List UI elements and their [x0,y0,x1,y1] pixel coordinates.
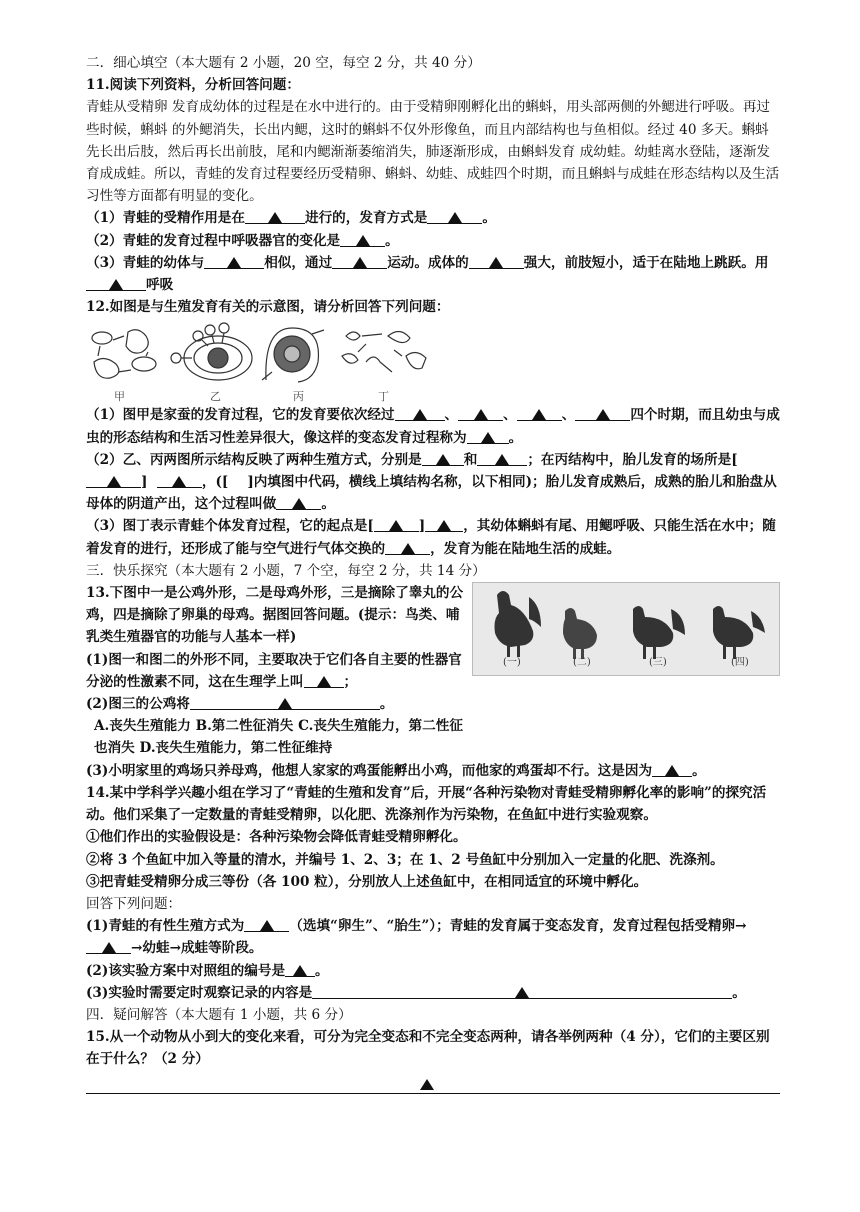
triangle-icon [596,409,610,420]
chicken-figure [472,582,780,676]
answer-blank[interactable] [575,404,630,421]
q13-part3: (3)小明家里的鸡场只养母鸡，他想人家家的鸡蛋能孵出小鸡，而他家的鸡蛋却不行。这是因为 。 [86,760,780,782]
answer-blank[interactable] [395,404,445,421]
triangle-icon [278,698,292,709]
triangle-icon [260,920,274,931]
uterus-fetus-figure [258,322,330,384]
answer-blank[interactable] [467,427,509,444]
triangle-icon [495,454,509,465]
egg-structure-figure [168,322,256,384]
triangle-icon [532,409,546,420]
q14-part3: (3)实验时需要定时观察记录的内容是 。 [86,982,780,1004]
triangle-icon [109,279,123,290]
chicken-label-4: (四) [731,656,749,668]
chicken-label-3: (三) [649,656,667,668]
answer-blank[interactable] [385,538,430,555]
q12-part1: （1）图甲是家蚕的发育过程，它的发育要依次经过 、 、 、 四个时期，而且幼虫与成虫的形态结构和生活习性差异很大，像这样的变态发育过程称为 。 [86,404,780,448]
triangle-icon [107,476,121,487]
triangle-icon [292,498,306,509]
q14-stem: 14.某中学科学兴趣小组在学习了“青蛙的生殖和发育”后，开展“各种污染物对青蛙受精卵孵化率的影响”的探究活动。他们采集了一定数量的青蛙受精卵，以化肥、洗涤剂作为污染物，在鱼缸中进行实验观察。 [86,784,767,824]
answer-blank[interactable] [190,693,380,710]
figure-label-ding: 丁 [378,390,389,404]
q14-ask: 回答下列问题： [86,895,182,912]
rooster-icon [483,587,543,661]
q13-part1: (1)图一和图二的外形不同，主要取决于它们各自主要的性器官分泌的性激素不同，这在生理学上叫 ； [86,651,462,690]
section-2-heading: 二．细心填空（本大题有 2 小题，20 空，每空 2 分，共 40 分） [86,55,481,71]
triangle-icon [317,676,331,687]
triangle-icon [227,257,241,268]
triangle-icon [268,212,282,223]
answer-blank[interactable] [425,515,463,532]
q11-part2: （2）青蛙的发育过程中呼吸器官的变化是 。 [86,230,780,252]
q14-step1: ①他们作出的实验假设是：各种污染物会降低青蛙受精卵孵化。 [86,829,467,846]
q14-part2: (2)该实验方案中对照组的编号是 。 [86,960,780,982]
answer-blank[interactable] [332,252,387,269]
answer-blank[interactable] [86,274,146,291]
answer-blank[interactable] [517,404,562,421]
exam-page [86,52,780,1099]
q15-answer-area[interactable] [86,1071,780,1099]
q14-step2: ②将 3 个鱼缸中加入等量的清水，并编号 1、2、3；在 1、2 号鱼缸中分别加入一定量的化肥、洗涤剂。 [86,851,724,868]
triangle-icon [481,432,495,443]
triangle-icon [420,1079,434,1090]
answer-blank[interactable] [204,252,264,269]
answer-blank[interactable] [86,937,131,954]
q12-figures [86,322,780,402]
chicken-label-2: (二) [573,656,591,668]
answer-blank[interactable] [157,471,202,488]
triangle-icon [448,212,462,223]
triangle-icon [102,942,116,953]
answer-blank[interactable] [427,207,482,224]
q11-part1: （1）青蛙的受精作用是在 进行的，发育方式是 。 [86,207,780,229]
answer-blank[interactable] [340,230,385,247]
triangle-icon [474,409,488,420]
answer-blank[interactable] [477,449,527,466]
q11-title: 11.阅读下列资料，分析回答问题： [86,77,300,94]
q12-part3: （3）图丁表示青蛙个体发育过程，它的起点是[ ] ，其幼体蝌蚪有尾、用鳃呼吸、只能生活在水中；随着发育的进行，还形成了能与空气进行气体交换的 ，发育为能在陆地生活的成蛙。 [86,515,780,559]
answer-blank[interactable] [304,671,344,688]
section-3-heading: 三．快乐探究（本大题有 2 小题，7 个空，每空 2 分，共 14 分） [86,562,486,579]
triangle-icon [172,476,186,487]
triangle-icon [356,235,370,246]
figure-label-bing: 丙 [293,390,304,404]
figure-label-jia: 甲 [114,390,125,404]
answer-blank[interactable] [458,404,503,421]
triangle-icon [413,409,427,420]
triangle-icon [389,520,403,531]
figure-label-yi: 乙 [210,390,221,404]
answer-blank[interactable] [652,760,692,777]
q13-block [86,582,780,760]
section-4-heading: 四．疑问解答（本大题有 1 小题，共 6 分） [86,1006,352,1023]
q11-part3: （3）青蛙的幼体与 相似，通过 运动。成体的 强大，前肢短小，适于在陆地上跳跃。用呼吸 [86,252,780,296]
q13-stem: 13.下图中一是公鸡外形，二是母鸡外形，三是摘除了睾丸的公鸡，四是摘除了卵巢的母鸡。据图回答问题。(提示：鸟类、哺乳类生殖器官的功能与人基本一样) [86,585,464,646]
frog-development-figure [336,322,432,384]
answer-blank[interactable] [312,982,732,999]
triangle-icon [293,965,307,976]
chicken-label-1: (一) [503,656,521,668]
triangle-icon [401,543,415,554]
q11-passage: 青蛙从受精卵 发育成幼体的过程是在水中进行的。由于受精卵刚孵化出的蝌蚪，用头部两侧的外鳃进行呼吸。再过些时候，蝌蚪 的外鳃消失，长出内鳃，这时的蝌蚪不仅外形像鱼，而且内部结构也与鱼相似。经过 40 多天。蝌蚪先长出后肢，然后再长出前肢，尾和内鳃渐渐萎缩消失，肺逐渐形成，由蝌蚪发育 成幼蛙。幼蛙离水登陆，逐渐发育成成蛙。所以，青蛙的发育过程要经历受精卵、蝌蚪、幼蛙、成蛙四个时期，而且蝌蚪与成蛙在形态结构以及生活习性等方面都有明显的变化。 [86,99,780,205]
answer-blank[interactable] [244,915,289,932]
triangle-icon [437,520,451,531]
triangle-icon [489,257,503,268]
q14-part1: (1)青蛙的有性生殖方式为 （选填“卵生”、“胎生”）；青蛙的发育属于变态发育，发育过程包括受精卵→→幼蛙→成蛙等阶段。 [86,915,780,959]
triangle-icon [665,765,679,776]
q15-stem: 15.从一个动物从小到大的变化来看，可分为完全变态和不完全变态两种，请各举例两种（4 分），它们的主要区别在于什么？（2 分） [86,1029,770,1068]
answer-blank[interactable] [86,471,141,488]
triangle-icon [436,454,450,465]
silkworm-cycle-figure [86,322,164,384]
answer-line [86,1093,780,1094]
triangle-icon [515,987,529,998]
q13-options: A.丧失生殖能力 B.第二性征消失 C.丧失生殖能力，第二性征也消失 D.丧失生殖能力，第二性征维持 [94,718,463,757]
answer-blank[interactable] [374,515,419,532]
answer-blank[interactable] [422,449,464,466]
answer-blank[interactable] [285,960,315,977]
answer-blank[interactable] [469,252,524,269]
q14-step3: ③把青蛙受精卵分成三等份（各 100 粒），分别放人上述鱼缸中，在相同适宜的环境中孵化。 [86,873,648,890]
q12-title: 12.如图是与生殖发育有关的示意图，请分析回答下列问题： [86,299,450,316]
q13-part2: (2)图三的公鸡将 。 [86,693,466,715]
answer-blank[interactable] [245,207,305,224]
triangle-icon [353,257,367,268]
q12-part2: （2）乙、丙两图所示结构反映了两种生殖方式，分别是 和 ；在丙结构中，胎儿发育的场所是[] ，([ ]内填图中代码，横线上填结构名称，以下相同)；胎儿发育成熟后，成熟的胎儿和胎盘从母体的阴道产出，这个过程叫做 。 [86,449,780,516]
answer-blank[interactable] [276,493,321,510]
